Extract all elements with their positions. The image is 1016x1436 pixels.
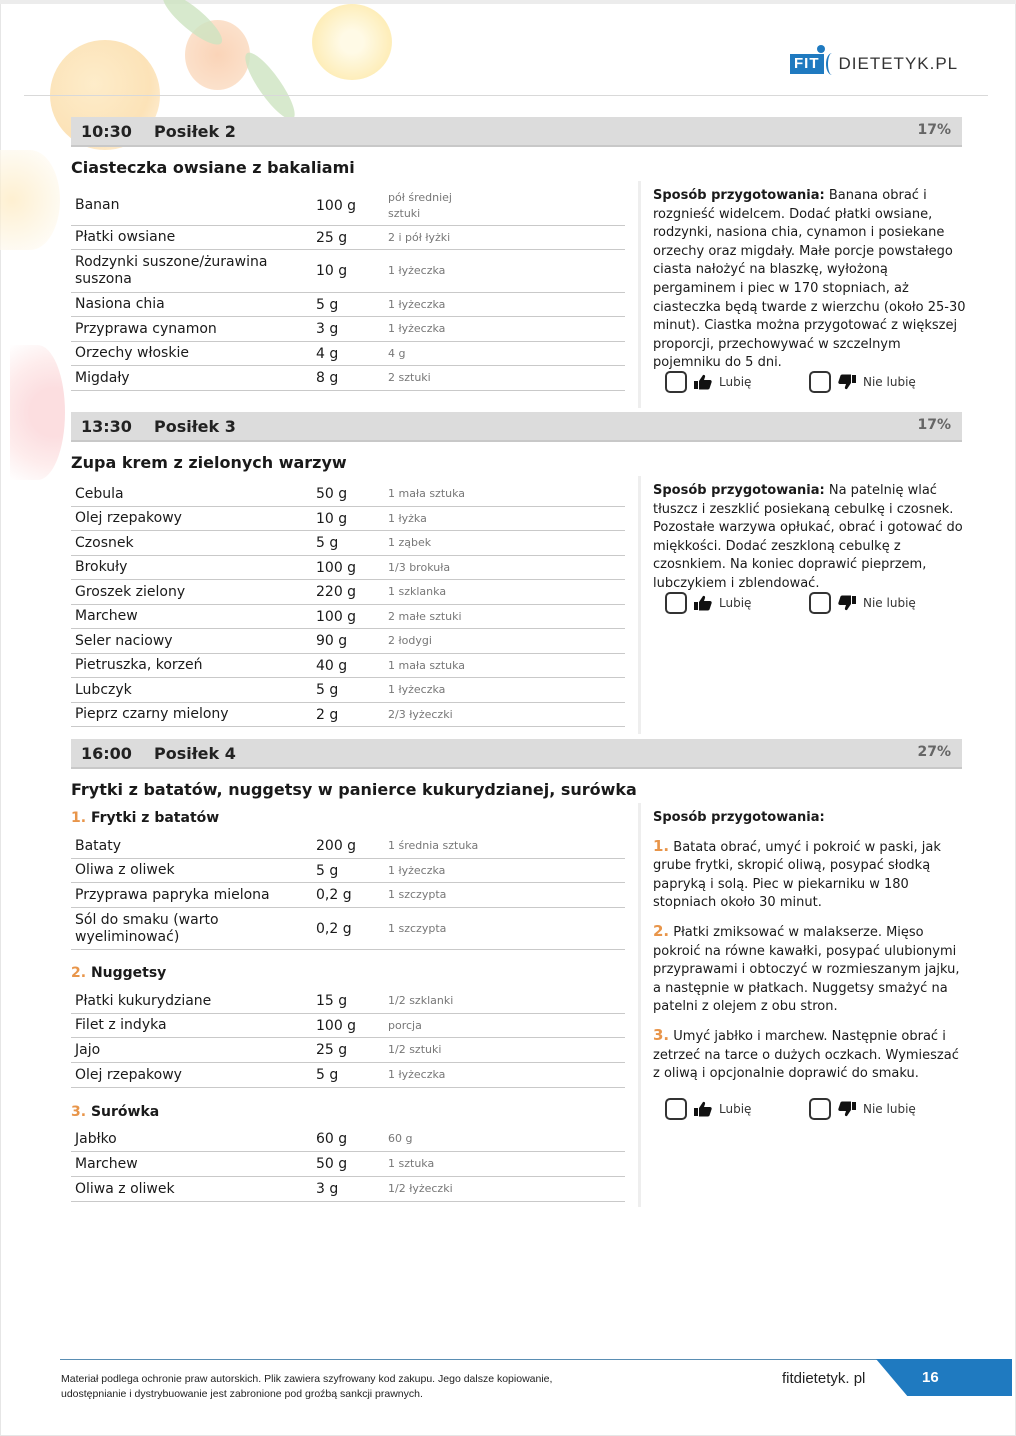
table-row: [71, 1152, 625, 1177]
table-row: [71, 293, 625, 317]
preparation-body: Na patelnię wlać tłuszcz i zeszklić posiekaną cebulkę i czosnek. Pozostałe warzywa opłukać, obrać i gotować do miękkości. Dodać zeszkloną cebulkę z czosnkiem. Na koniec doprawić pieprzem, lubczykiem i zblendować.: [653, 483, 963, 591]
step-number: 3.: [653, 1025, 670, 1044]
ingredient-qty: 60 g: [316, 1131, 348, 1147]
table-row: [71, 482, 625, 507]
ingredient-qty: 220 g: [316, 584, 357, 600]
subrecipe-number: 1.: [71, 810, 87, 826]
step-text: Umyć jabłko i marchew. Następnie obrać i zetrzeć na tarce o dużych oczkach. Wymieszać z oliwą i opcjonalnie doprawić do smaku.: [653, 1028, 959, 1082]
table-row: [71, 883, 625, 908]
ingredient-qty: 2 g: [316, 706, 339, 723]
ingredient-unit: 2 i pół łyżki: [388, 230, 451, 244]
ingredient-unit: 1 mała sztuka: [388, 658, 466, 672]
dislike-label: Nie lubię: [863, 1102, 916, 1116]
ingredient-unit: 1 mała sztuka: [388, 487, 466, 500]
top-strip: [0, 0, 1016, 4]
subrecipe-name: Nuggetsy: [90, 965, 167, 981]
meal-percent: 27%: [917, 744, 951, 760]
like-button[interactable]: [665, 371, 751, 393]
preparation-label: Sposób przygotowania:: [653, 483, 825, 498]
ingredients-table: [71, 1127, 625, 1202]
ingredient-qty: 25 g: [316, 229, 348, 246]
meal-percent: 17%: [917, 122, 951, 138]
thumbs-up-icon: [693, 374, 713, 390]
meal-name: Posiłek 3: [154, 417, 236, 436]
ingredient-name: Jabłko: [75, 1130, 117, 1147]
ingredient-unit: 60 g: [388, 1132, 413, 1145]
like-checkbox[interactable]: [665, 1098, 687, 1120]
ingredient-name: Olej rzepakowy: [75, 1066, 182, 1083]
dislike-button[interactable]: [809, 1098, 916, 1120]
recipe-title: Frytki z batatów, nuggetsy w panierce kukurydzianej, surówka: [71, 780, 637, 799]
dislike-label: Nie lubię: [863, 375, 916, 389]
table-row: [71, 317, 625, 342]
dislike-button[interactable]: [809, 592, 916, 614]
ingredient-name: Płatki kukurydziane: [75, 992, 212, 1009]
preparation-text: [653, 809, 968, 1084]
ingredient-qty: 100 g: [316, 608, 357, 625]
ingredient-qty: 5 g: [316, 296, 339, 313]
table-row: [71, 507, 625, 531]
table-row: [71, 1038, 625, 1063]
footer-site-link[interactable]: fitdietetyk. pl: [782, 1370, 866, 1387]
ingredient-name: Jajo: [75, 1041, 101, 1058]
ingredient-name: Marchew: [75, 608, 138, 624]
table-row: [71, 250, 625, 293]
ingredient-qty: 5 g: [316, 1067, 339, 1083]
dislike-checkbox[interactable]: [809, 371, 831, 393]
preparation-text: [653, 187, 968, 373]
ingredients-table: [71, 482, 625, 727]
lemon-decoration: [0, 150, 60, 250]
table-row: [71, 186, 625, 226]
subrecipe-number: 3.: [71, 1104, 87, 1120]
ingredient-qty: 5 g: [316, 535, 339, 551]
meal-time: 10:30: [81, 122, 132, 141]
table-row: [71, 1014, 625, 1038]
preparation-step: [653, 1026, 968, 1084]
table-row: [71, 678, 625, 703]
step-number: 1.: [653, 836, 670, 855]
table-row: [71, 366, 625, 391]
ingredient-unit: 1 sztuka: [388, 1157, 435, 1170]
ingredient-qty: 4 g: [316, 345, 339, 362]
ingredient-unit: 1/2 łyżeczki: [388, 1182, 453, 1195]
ingredient-qty: 8 g: [316, 370, 339, 386]
table-row: [71, 989, 625, 1014]
ingredient-qty: 200 g: [316, 838, 357, 854]
preparation-step: [653, 837, 968, 913]
ingredient-unit: 1 łyżeczka: [388, 322, 446, 335]
ingredient-qty: 50 g: [316, 486, 348, 502]
preparation-label: Sposób przygotowania:: [653, 188, 825, 203]
table-row: [71, 556, 625, 580]
meal-header-posilek-3: [71, 412, 962, 442]
ingredient-name: Pieprz czarny mielony: [75, 706, 229, 722]
footer-divider: [60, 1359, 880, 1360]
like-checkbox[interactable]: [665, 371, 687, 393]
ingredient-name: Marchew: [75, 1155, 138, 1172]
table-row: [71, 580, 625, 605]
ingredient-qty: 40 g: [316, 657, 348, 674]
preparation-text: [653, 482, 968, 594]
table-row: [71, 226, 625, 250]
dislike-checkbox[interactable]: [809, 592, 831, 614]
ingredient-qty: 100 g: [316, 197, 357, 214]
like-label: Lubię: [719, 375, 752, 389]
dislike-checkbox[interactable]: [809, 1098, 831, 1120]
ingredient-name: Oliwa z oliwek: [75, 1180, 175, 1197]
subrecipe-number: 2.: [71, 965, 87, 981]
orange-slice-decoration: [312, 4, 392, 80]
ingredient-unit: 1 łyżeczka: [388, 297, 446, 311]
meal-name: Posiłek 2: [154, 122, 236, 141]
ingredient-qty: 3 g: [316, 321, 339, 337]
like-checkbox[interactable]: [665, 592, 687, 614]
header-divider: [24, 95, 988, 96]
ingredient-qty: 50 g: [316, 1156, 348, 1172]
meal-percent: 17%: [917, 417, 951, 433]
step-text: Batata obrać, umyć i pokroić w paski, jak grube frytki, skropić oliwą, posypać słodką papryką i solą. Piec w piekarniku w 180 stopniach około 30 minut.: [653, 839, 941, 911]
ingredient-name: Banan: [75, 197, 120, 213]
ingredient-unit: 1 szczypta: [388, 921, 447, 935]
ingredient-qty: 100 g: [316, 559, 357, 576]
ingredient-name: Płatki owsiane: [75, 229, 176, 245]
table-row: [71, 531, 625, 556]
step-text: Płatki zmiksować w malakserze. Mięso pokroić na równe kawałki, posypać ulubionymi przyprawami i obtoczyć w rozmieszanym jajku, a następnie w płatkach. Nuggetsy smażyć na patelni z olejem z obu stron.: [653, 924, 960, 1015]
like-label: Lubię: [719, 596, 752, 610]
ingredient-unit: 1 średnia sztuka: [388, 839, 479, 852]
ingredient-name: Groszek zielony: [75, 583, 186, 600]
preparation-panel: [638, 803, 968, 1207]
thumbs-down-icon: [837, 374, 857, 390]
logo-arc-icon: [826, 53, 838, 75]
ingredient-unit: 1 łyżeczka: [388, 863, 446, 877]
table-row: [71, 703, 625, 727]
ingredient-unit: 1 łyżeczka: [388, 683, 446, 696]
fitdietetyk-logo: [790, 46, 958, 82]
thumbs-up-icon: [693, 1101, 713, 1117]
preparation-body: Banana obrać i rozgnieść widelcem. Dodać płatki owsiane, rodzynki, nasiona chia, cynamon i posiekane orzechy oraz migdały. Małe porcje powstałego ciasta nałożyć na blaszkę, wyłożoną pergaminem i piec w 170 stopniach, aż ciasteczka będą twarde z wierzchu (około 25-30 minut). Ciastka można przygotować z większej proporcji, przechowywać w szczelnym pojemniku do 5 dni.: [653, 188, 966, 371]
table-row: [71, 654, 625, 678]
subrecipe-name: Frytki z batatów: [90, 810, 220, 826]
ingredient-qty: 25 g: [316, 1042, 348, 1058]
ingredient-name: Rodzynki suszone/żurawina suszona: [75, 254, 268, 287]
table-row: [71, 859, 625, 883]
ingredient-name: Sól do smaku (warto wyeliminować): [75, 911, 219, 945]
ingredient-name: Czosnek: [75, 534, 134, 551]
subrecipe-title: [71, 810, 219, 826]
ingredient-unit: 4 g: [388, 346, 406, 360]
dislike-button[interactable]: [809, 371, 916, 393]
table-row: [71, 834, 625, 859]
ingredient-unit: 1 łyżeczka: [388, 264, 446, 277]
meal-name: Posiłek 4: [154, 744, 236, 763]
table-row: [71, 629, 625, 654]
ingredient-unit: 2 łodygi: [388, 634, 432, 647]
ingredients-table: [71, 989, 625, 1088]
like-button[interactable]: [665, 592, 751, 614]
ingredient-name: Przyprawa cynamon: [75, 320, 217, 337]
table-row: [71, 342, 625, 366]
copyright-notice: Materiał podlega ochronie praw autorskich. Plik zawiera szyfrowany kod zakupu. Jego dalsze kopiowanie, udostępnianie i dystrybuowanie jest zabronione pod groźbą sankcji prawnych.: [61, 1373, 553, 1400]
step-number: 2.: [653, 921, 670, 940]
ingredient-name: Migdały: [75, 369, 130, 386]
meal-time: 16:00: [81, 744, 132, 763]
like-label: Lubię: [719, 1102, 752, 1116]
page-number: 16: [922, 1369, 939, 1386]
ingredient-name: Filet z indyka: [75, 1017, 167, 1033]
ingredient-unit: 1 szklanka: [388, 585, 447, 598]
ingredients-table: [71, 186, 625, 391]
ingredient-qty: 0,2 g: [316, 920, 352, 937]
ingredients-table: [71, 834, 625, 950]
grapefruit-decoration: [10, 345, 65, 480]
ingredient-unit: pół średniej sztuki: [388, 190, 452, 220]
ingredient-name: Orzechy włoskie: [75, 345, 189, 361]
logo-fit: FIT: [790, 54, 824, 74]
ingredient-name: Olej rzepakowy: [75, 510, 182, 526]
ingredient-qty: 10 g: [316, 263, 348, 279]
ingredient-unit: 1/2 szklanki: [388, 994, 454, 1007]
thumbs-down-icon: [837, 595, 857, 611]
like-button[interactable]: [665, 1098, 751, 1120]
dislike-label: Nie lubię: [863, 596, 916, 610]
ingredient-qty: 3 g: [316, 1181, 339, 1197]
preparation-label: Sposób przygotowania:: [653, 810, 825, 825]
recipe-title: Zupa krem z zielonych warzyw: [71, 453, 347, 472]
ingredient-qty: 0,2 g: [316, 887, 352, 903]
ingredient-unit: 1 łyżeczka: [388, 1068, 446, 1081]
ingredient-unit: 2 sztuki: [388, 371, 431, 384]
thumbs-up-icon: [693, 595, 713, 611]
ingredient-unit: 2/3 łyżeczki: [388, 707, 453, 721]
ingredient-name: Bataty: [75, 837, 122, 854]
table-row: [71, 605, 625, 629]
ingredient-qty: 90 g: [316, 633, 348, 649]
recipe-title: Ciasteczka owsiane z bakaliami: [71, 158, 355, 177]
table-row: [71, 1127, 625, 1152]
ingredient-qty: 100 g: [316, 1017, 357, 1034]
ingredient-name: Lubczyk: [75, 681, 132, 698]
ingredient-name: Nasiona chia: [75, 296, 165, 312]
subrecipe-title: [71, 965, 166, 981]
subrecipe-name: Surówka: [90, 1104, 160, 1120]
ingredient-unit: 2 małe sztuki: [388, 609, 462, 623]
ingredient-name: Oliwa z oliwek: [75, 862, 175, 878]
ingredient-unit: 1 ząbek: [388, 536, 432, 549]
table-row: [71, 908, 625, 950]
ingredient-unit: 1 szczypta: [388, 888, 447, 901]
preparation-step: [653, 922, 968, 1017]
ingredient-qty: 15 g: [316, 993, 348, 1009]
ingredient-qty: 5 g: [316, 682, 339, 698]
meal-header-posilek-2: [71, 117, 962, 147]
ingredient-name: Pietruszka, korzeń: [75, 657, 203, 673]
ingredient-qty: 10 g: [316, 510, 348, 527]
ingredient-name: Seler naciowy: [75, 632, 173, 649]
ingredient-qty: 5 g: [316, 862, 339, 879]
ingredient-unit: 1/2 sztuki: [388, 1043, 442, 1056]
ingredient-unit: 1 łyżka: [388, 511, 427, 525]
ingredient-unit: porcja: [388, 1018, 422, 1032]
ingredient-name: Przyprawa papryka mielona: [75, 886, 270, 903]
meal-header-posilek-4: [71, 739, 962, 769]
subrecipe-title: [71, 1104, 159, 1120]
table-row: [71, 1177, 625, 1202]
ingredient-unit: 1/3 brokuła: [388, 560, 451, 574]
meal-time: 13:30: [81, 417, 132, 436]
logo-text: DIETETYK.PL: [838, 54, 959, 73]
table-row: [71, 1063, 625, 1088]
ingredient-name: Brokuły: [75, 559, 128, 575]
thumbs-down-icon: [837, 1101, 857, 1117]
ingredient-name: Cebula: [75, 485, 124, 502]
